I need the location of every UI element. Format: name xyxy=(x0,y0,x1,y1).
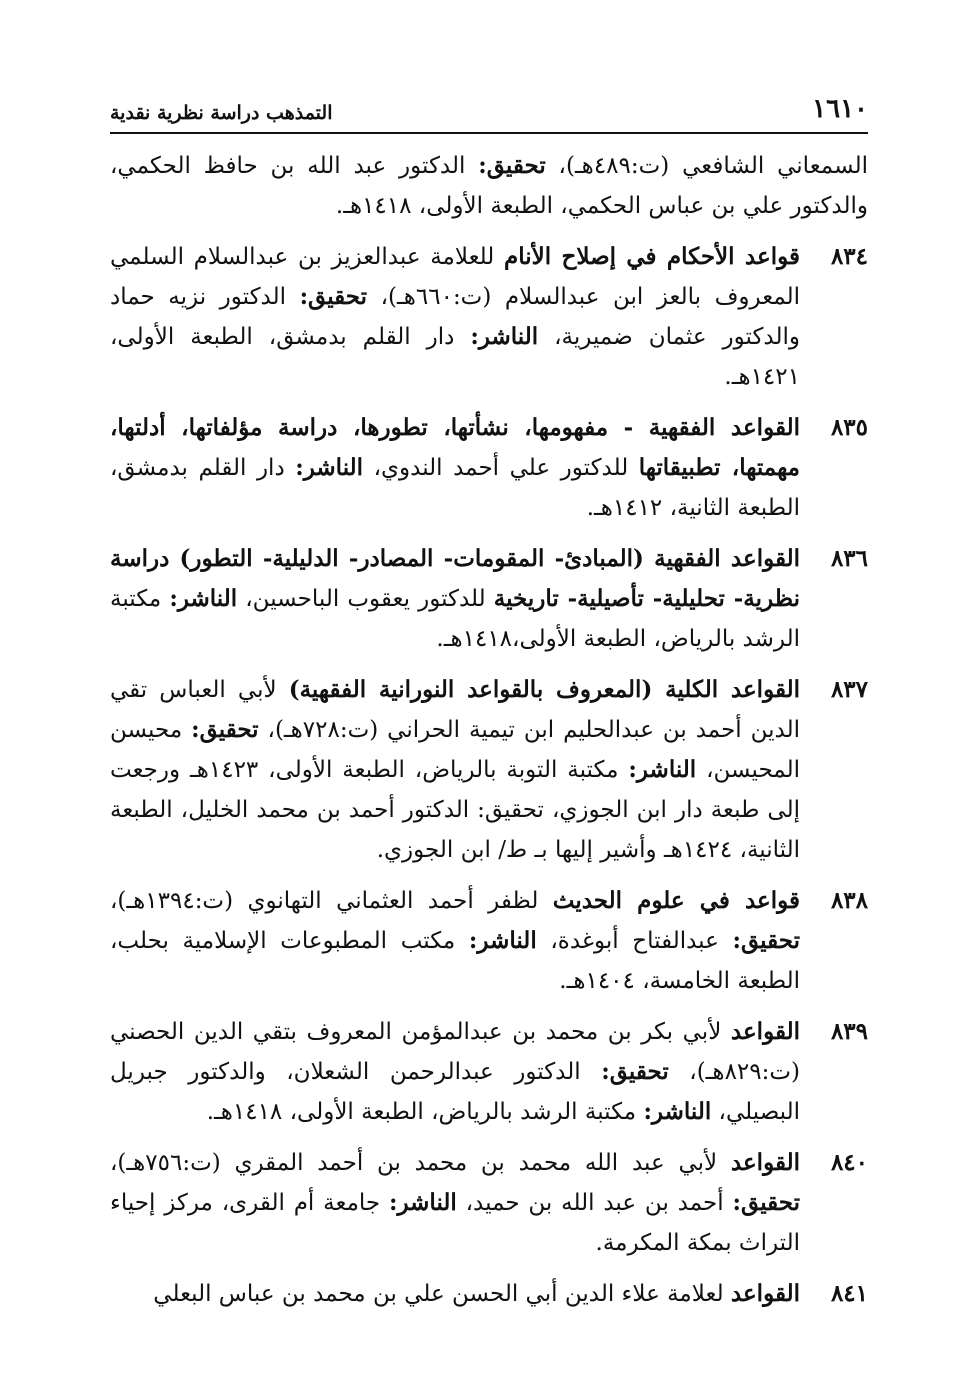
entry-body: السمعاني الشافعي (ت:٤٨٩هـ)، xyxy=(545,153,868,179)
page-number: ١٦١٠ xyxy=(812,94,868,124)
entry-label: الناشر: xyxy=(169,585,238,612)
entry-text xyxy=(110,1143,800,1263)
entry-number: ٨٣٧ xyxy=(830,676,868,703)
bibliography-entry-838 xyxy=(110,881,868,1001)
entry-number: ٨٣٨ xyxy=(830,887,868,914)
entry-label: تحقيق: xyxy=(732,1189,801,1216)
entry-label: تحقيق: xyxy=(191,716,259,743)
entry-number: ٨٣٩ xyxy=(830,1018,868,1045)
entry-text xyxy=(110,408,800,528)
entry-body: للدكتور علي أحمد الندوي، xyxy=(363,455,639,481)
entry-body: لعلامة علاء الدين أبي الحسن علي بن محمد بن عباس البعلي xyxy=(153,1281,731,1307)
entry-body: مكتبة التوبة بالرياض، الطبعة الأولى، ١٤٢٣هـ ورجعت إلى طبعة دار ابن الجوزي، تحقيق: الدكتور أحمد بن محمد الخليل، الطبعة الثانية، ١٤٢٤هـ وأشير إليها بـ ط/ ابن الجوزي. xyxy=(110,757,800,863)
bibliography-entry-836 xyxy=(110,539,868,659)
entry-text xyxy=(110,881,800,1001)
entry-title: القواعد الفقهية - مفهومها، نشأتها، تطورها، دراسة مؤلفاتها، أدلتها، مهمتها، تطبيقاتها xyxy=(110,414,800,481)
page-header xyxy=(110,92,868,134)
entry-number: ٨٤١ xyxy=(830,1280,868,1307)
entry-body: عبدالفتاح أبوغدة، xyxy=(536,928,733,954)
entry-number: ٨٣٦ xyxy=(830,545,868,572)
entry-text xyxy=(110,670,800,870)
entry-body: جامعة أم القرى، مركز إحياء التراث بمكة المكرمة. xyxy=(110,1190,800,1256)
entry-body: للعلامة عبدالعزيز بن عبدالسلام السلمي المعروف بالعز ابن عبدالسلام (ت:٦٦٠هـ)، xyxy=(110,244,801,310)
entry-text xyxy=(110,1012,800,1132)
entry-label: تحقيق: xyxy=(601,1058,669,1085)
entry-body: الدكتور عبد الله بن حافظ الحكمي، والدكتور علي بن عباس الحكمي، الطبعة الأولى، ١٤١٨هـ. xyxy=(110,153,868,219)
entry-title: القواعد xyxy=(730,1149,800,1176)
running-title: التمذهب دراسة نظرية نقدية xyxy=(110,102,333,124)
entry-text xyxy=(110,237,800,397)
bibliography-entry-840 xyxy=(110,1143,868,1263)
entry-title: القواعد xyxy=(730,1280,800,1307)
entry-body: الدكتور عبدالرحمن الشعلان، والدكتور جبريل البصيلي، xyxy=(110,1059,800,1125)
bibliography-entry-continued xyxy=(110,146,868,226)
entry-label: الناشر: xyxy=(468,927,537,954)
entry-text xyxy=(110,539,800,659)
entry-body: محيسن المحيسن، xyxy=(110,717,801,783)
entry-title: القواعد xyxy=(730,1018,800,1045)
entry-body: دار القلم بدمشق، الطبعة الأولى، ١٤٢١هـ. xyxy=(110,324,800,390)
bibliography-entry-835 xyxy=(110,408,868,528)
entry-body: للدكتور يعقوب الباحسين، xyxy=(237,586,494,612)
entry-label: الناشر: xyxy=(295,454,364,481)
bibliography-entry-834 xyxy=(110,237,868,397)
entry-title: قواعد في علوم الحديث xyxy=(552,887,801,914)
entry-title: قواعد الأحكام في إصلاح الأنام xyxy=(503,243,800,270)
entry-label: الناشر: xyxy=(388,1189,457,1216)
entry-title: القواعد الكلية (المعروف بالقواعد النورانية الفقهية) xyxy=(288,676,800,703)
entry-body: لظفر أحمد العثماني التهانوي (ت:١٣٩٤هـ)، xyxy=(110,888,553,914)
entry-body: أحمد بن عبد الله بن حميد، xyxy=(456,1190,733,1216)
entry-text xyxy=(110,146,868,226)
bibliography-entry-837 xyxy=(110,670,868,870)
entry-body: مكتب المطبوعات الإسلامية بحلب، الطبعة الخامسة، ١٤٠٤هـ. xyxy=(110,928,800,994)
entry-body: لأبي عبد الله محمد بن محمد بن أحمد المقري (ت:٧٥٦هـ)، xyxy=(110,1150,731,1176)
entry-body: الدكتور نزيه حماد والدكتور عثمان ضميرية، xyxy=(110,284,800,350)
entry-label: تحقيق: xyxy=(732,927,800,954)
entry-number: ٨٤٠ xyxy=(830,1149,868,1176)
entry-label: تحقيق: xyxy=(299,283,368,310)
entry-label: تحقيق: xyxy=(478,152,546,179)
entry-body: لأبي بكر بن محمد بن عبدالمؤمن المعروف بتقي الدين الحصني (ت:٨٢٩هـ)، xyxy=(110,1019,800,1085)
bibliography-list xyxy=(110,146,868,1325)
entry-label: الناشر: xyxy=(470,323,539,350)
entry-label: الناشر: xyxy=(643,1098,712,1125)
entry-body: لأبي العباس تقي الدين أحمد بن عبدالحليم ابن تيمية الحراني (ت:٧٢٨هـ)، xyxy=(110,677,800,743)
entry-body: مكتبة الرشد بالرياض، الطبعة الأولى،١٤١٨هـ. xyxy=(110,586,800,652)
entry-text xyxy=(110,1274,800,1314)
bibliography-entry-839 xyxy=(110,1012,868,1132)
entry-number: ٨٣٤ xyxy=(830,243,868,270)
entry-number: ٨٣٥ xyxy=(830,414,868,441)
bibliography-entry-841 xyxy=(110,1274,868,1314)
entry-body: دار القلم بدمشق، الطبعة الثانية، ١٤١٢هـ. xyxy=(110,455,800,521)
entry-title: القواعد الفقهية (المبادئ- المقومات- المصادر- الدليلية- التطور) دراسة نظرية- تحليلية- تأصيلية- تاريخية xyxy=(110,545,801,612)
entry-label: الناشر: xyxy=(628,756,697,783)
entry-body: مكتبة الرشد بالرياض، الطبعة الأولى، ١٤١٨هـ. xyxy=(206,1099,644,1125)
